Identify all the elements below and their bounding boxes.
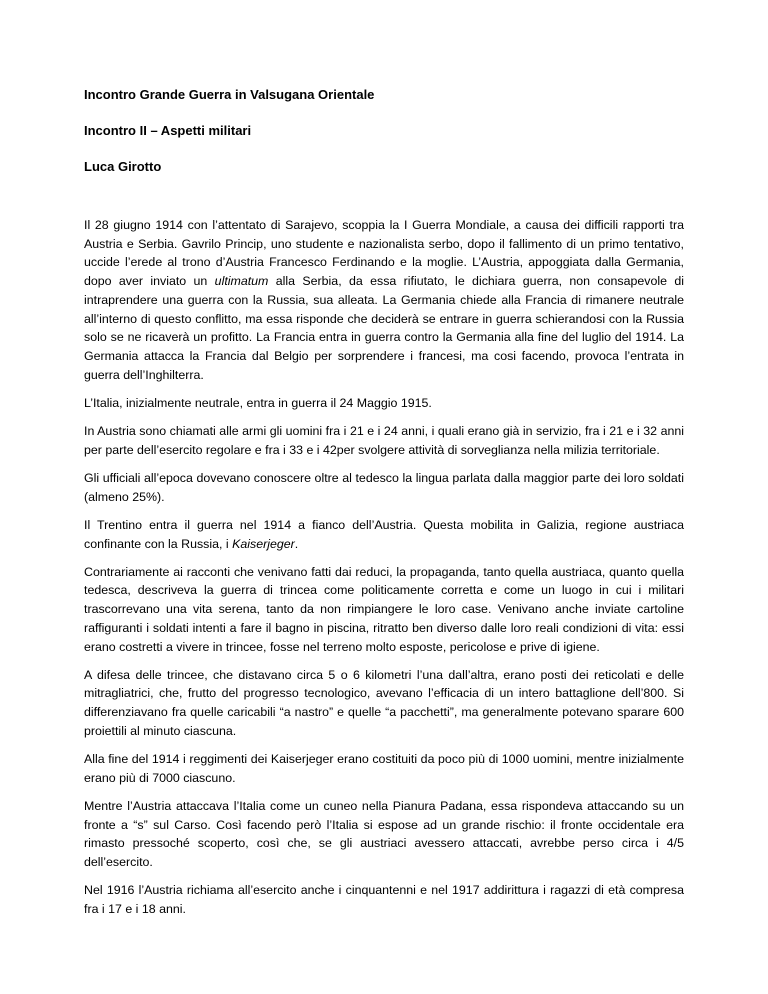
paragraph-10: Nel 1916 l’Austria richiama all’esercito anche i cinquantenni e nel 1917 addirittura i ragazzi di età compresa fra i 17 e i 18 anni. <box>84 883 684 916</box>
paragraph-3: In Austria sono chiamati alle armi gli uomini fra i 21 e i 24 anni, i quali erano già in servizio, fra i 21 e i 32 anni per parte dell’esercito regolare e fra i 33 e i 42per svolgere attività di sorveglianza nella milizia territoriale. <box>84 424 684 457</box>
paragraph-4: Gli ufficiali all’epoca dovevano conoscere oltre al tedesco la lingua parlata dalla maggior parte dei loro soldati (almeno 25%). <box>84 470 684 504</box>
paragraph-8: Alla fine del 1914 i reggimenti dei Kaiserjeger erano costituiti da poco più di 1000 uomini, mentre inizialmente erano più di 7000 ciascuno. <box>84 752 684 785</box>
paragraph-5: Il Trentino entra il guerra nel 1914 a fianco dell’Austria. Questa mobilita in Galizia, regione austriaca confinante con la Russia, i Kaiserjeger. <box>84 517 684 551</box>
document-title: Incontro Grande Guerra in Valsugana Orientale <box>84 87 375 102</box>
paragraph-1: Il 28 giugno 1914 con l’attentato di Sarajevo, scoppia la I Guerra Mondiale, a causa dei difficili rapporti tra Austria e Serbia. Gavrilo Princip, uno studente e nazionalista serbo, dopo il fallimento di un primo tentativo, uccide l’erede al trono d’Austria Francesco Ferdinando e la moglie. L’Austria, appoggiata dalla Germania, dopo aver inviato un ultimatum alla Serbia, da essa rifiutato, le dichiara guerra, non consapevole di intraprendere una guerra con la Russia, sua alleata. La Germania chiede alla Francia di rimanere neutrale all’interno di questo conflitto, ma essa risponde che deciderà se entrare in guerra schierandosi con la Russia solo se ne ricaverà un profitto. La Francia entra in guerra contro la Germania alla fine del luglio del 1914. La Germania attacca la Francia dal Belgio per sorprendere i francesi, ma cosi facendo, provoca l’entrata in guerra dell’Inghilterra. <box>84 218 684 382</box>
paragraph-9: Mentre l’Austria attaccava l’Italia come un cuneo nella Pianura Padana, essa rispondeva attaccando su un fronte a “s” sul Carso. Così facendo però l’Italia si espose ad un grande rischio: il fronte occidentale era rimasto pressoché scoperto, così che, se gli austriaci avessero attaccati, avrebbe perso circa i 4/5 dell’esercito. <box>84 798 684 870</box>
document-author: Luca Girotto <box>84 159 162 174</box>
document-page <box>84 86 684 928</box>
paragraph-7: A difesa delle trincee, che distavano circa 5 o 6 kilometri l’una dall’altra, erano posti dei reticolati e delle mitragliatrici, che, frutto del progresso tecnologico, avevano l’efficacia di un intero battaglione dell’800. Si differenziavano fra quelle caricabili “a nastro” e quelle “a pacchetti”, ma generalmente potevano sparare 600 proiettili al minuto ciascuna. <box>84 667 684 738</box>
paragraph-6: Contrariamente ai racconti che venivano fatti dai reduci, la propaganda, tanto quella austriaca, quanto quella tedesca, descriveva la guerra di trincea come politicamente corretta e come un luogo in cui i militari trascorrevano una vita serena, tanto da non rimpiangere le loro case. Venivano anche inviate cartoline raffiguranti i soldati intenti a fare il bagno in piscina, ritratto ben diverso dalle loro reali condizioni di vita: essi erano costretti a vivere in trincee, fosse nel terreno molto esposte, pericolose e prive di igiene. <box>84 564 684 654</box>
paragraph-2: L’Italia, inizialmente neutrale, entra in guerra il 24 Maggio 1915. <box>84 395 432 410</box>
document-subtitle: Incontro II – Aspetti militari <box>84 123 252 138</box>
